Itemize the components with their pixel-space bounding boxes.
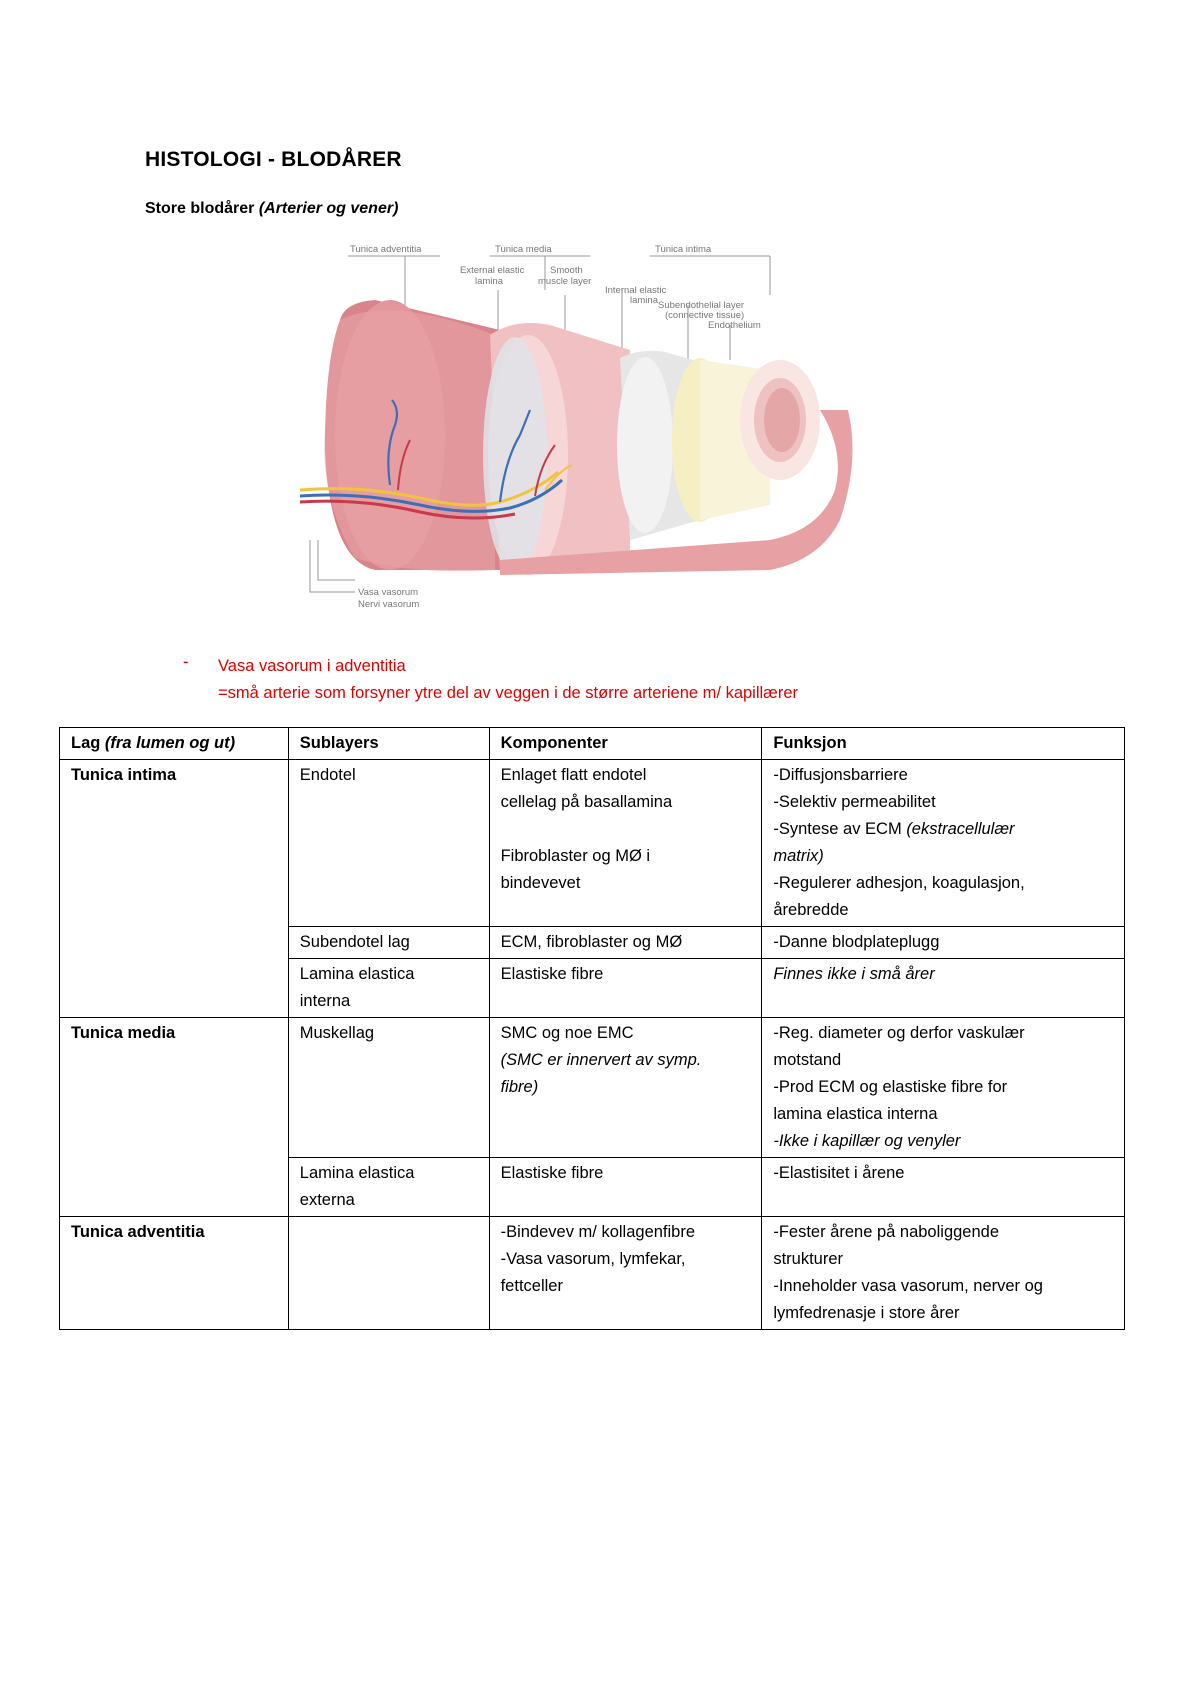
layer-tunica-adventitia: Tunica adventitia [60, 1217, 289, 1330]
page-title: HISTOLOGI - BLODÅRER [145, 148, 402, 171]
label-subendothelial-1: Subendothelial layer [658, 300, 745, 311]
label-subendothelial-2: (connective tissue) [665, 310, 745, 321]
label-tunica-intima: Tunica intima [655, 244, 712, 255]
table-row [60, 760, 1125, 927]
note-bullet: - [183, 653, 189, 671]
section-subtitle [145, 200, 398, 218]
label-external-elastic-2: lamina [475, 276, 503, 287]
sublayer-lamina-externa: Lamina elastica externa [288, 1158, 489, 1217]
komponenter-endotel: Enlaget flatt endotel cellelag på basallamina Fibroblaster og MØ i bindevevet [489, 760, 762, 927]
komponenter-subendotel: ECM, fibroblaster og MØ [489, 927, 762, 959]
label-external-elastic-1: External elastic [460, 265, 525, 276]
label-vasa-vasorum: Vasa vasorum [358, 587, 419, 598]
komponenter-muskellag: SMC og noe EMC (SMC er innervert av symp. fibre) [489, 1018, 762, 1158]
layer-tunica-media: Tunica media [60, 1018, 289, 1217]
sublayer-lamina-interna: Lamina elastica interna [288, 959, 489, 1018]
note-line-2: =små arterie som forsyner ytre del av veggen i de større arteriene m/ kapillærer [218, 684, 799, 702]
funksjon-endotel: -Diffusjonsbarriere -Selektiv permeabilitet -Syntese av ECM (ekstracellulær matrix) -Regulerer adhesjon, koagulasjon, årebredde [762, 760, 1125, 927]
sublayer-subendotel: Subendotel lag [288, 927, 489, 959]
label-internal-elastic-2: lamina [630, 295, 658, 306]
header-sublayers: Sublayers [288, 728, 489, 760]
histology-table [59, 727, 1125, 1330]
note-text [218, 653, 798, 707]
funksjon-lamina-externa: -Elastisitet i årene [762, 1158, 1125, 1217]
label-smooth-2: muscle layer [538, 276, 592, 287]
note-line-1: Vasa vasorum i adventitia [218, 657, 406, 675]
subtitle-plain: Store blodårer [145, 200, 259, 217]
komponenter-lamina-externa: Elastiske fibre [489, 1158, 762, 1217]
label-endothelium: Endothelium [708, 320, 761, 331]
label-smooth-1: Smooth [550, 265, 583, 276]
sublayer-muskellag: Muskellag [288, 1018, 489, 1158]
label-nervi-vasorum: Nervi vasorum [358, 599, 420, 610]
header-lag: Lag (fra lumen og ut) [60, 728, 289, 760]
funksjon-muskellag: -Reg. diameter og derfor vaskulær motstand -Prod ECM og elastiske fibre for lamina elastica interna -Ikke i kapillær og venyler [762, 1018, 1125, 1158]
komponenter-lamina-interna: Elastiske fibre [489, 959, 762, 1018]
table-row [60, 1018, 1125, 1158]
label-tunica-adventitia: Tunica adventitia [350, 244, 422, 255]
sublayer-adventitia [288, 1217, 489, 1330]
label-internal-elastic-1: Internal elastic [605, 285, 667, 296]
sublayer-endotel: Endotel [288, 760, 489, 927]
subtitle-italic: (Arterier og vener) [258, 200, 399, 217]
table-header-row [60, 728, 1125, 760]
blood-vessel-illustration [300, 240, 920, 610]
header-funksjon: Funksjon [762, 728, 1125, 760]
funksjon-adventitia: -Fester årene på naboliggende strukturer -Inneholder vasa vasorum, nerver og lymfedrenasje i store årer [762, 1217, 1125, 1330]
funksjon-subendotel: -Danne blodplateplugg [762, 927, 1125, 959]
layer-tunica-intima: Tunica intima [60, 760, 289, 1018]
table-row [60, 1217, 1125, 1330]
funksjon-lamina-interna: Finnes ikke i små årer [762, 959, 1125, 1018]
komponenter-adventitia: -Bindevev m/ kollagenfibre -Vasa vasorum, lymfekar, fettceller [489, 1217, 762, 1330]
header-komponenter: Komponenter [489, 728, 762, 760]
label-tunica-media: Tunica media [495, 244, 552, 255]
